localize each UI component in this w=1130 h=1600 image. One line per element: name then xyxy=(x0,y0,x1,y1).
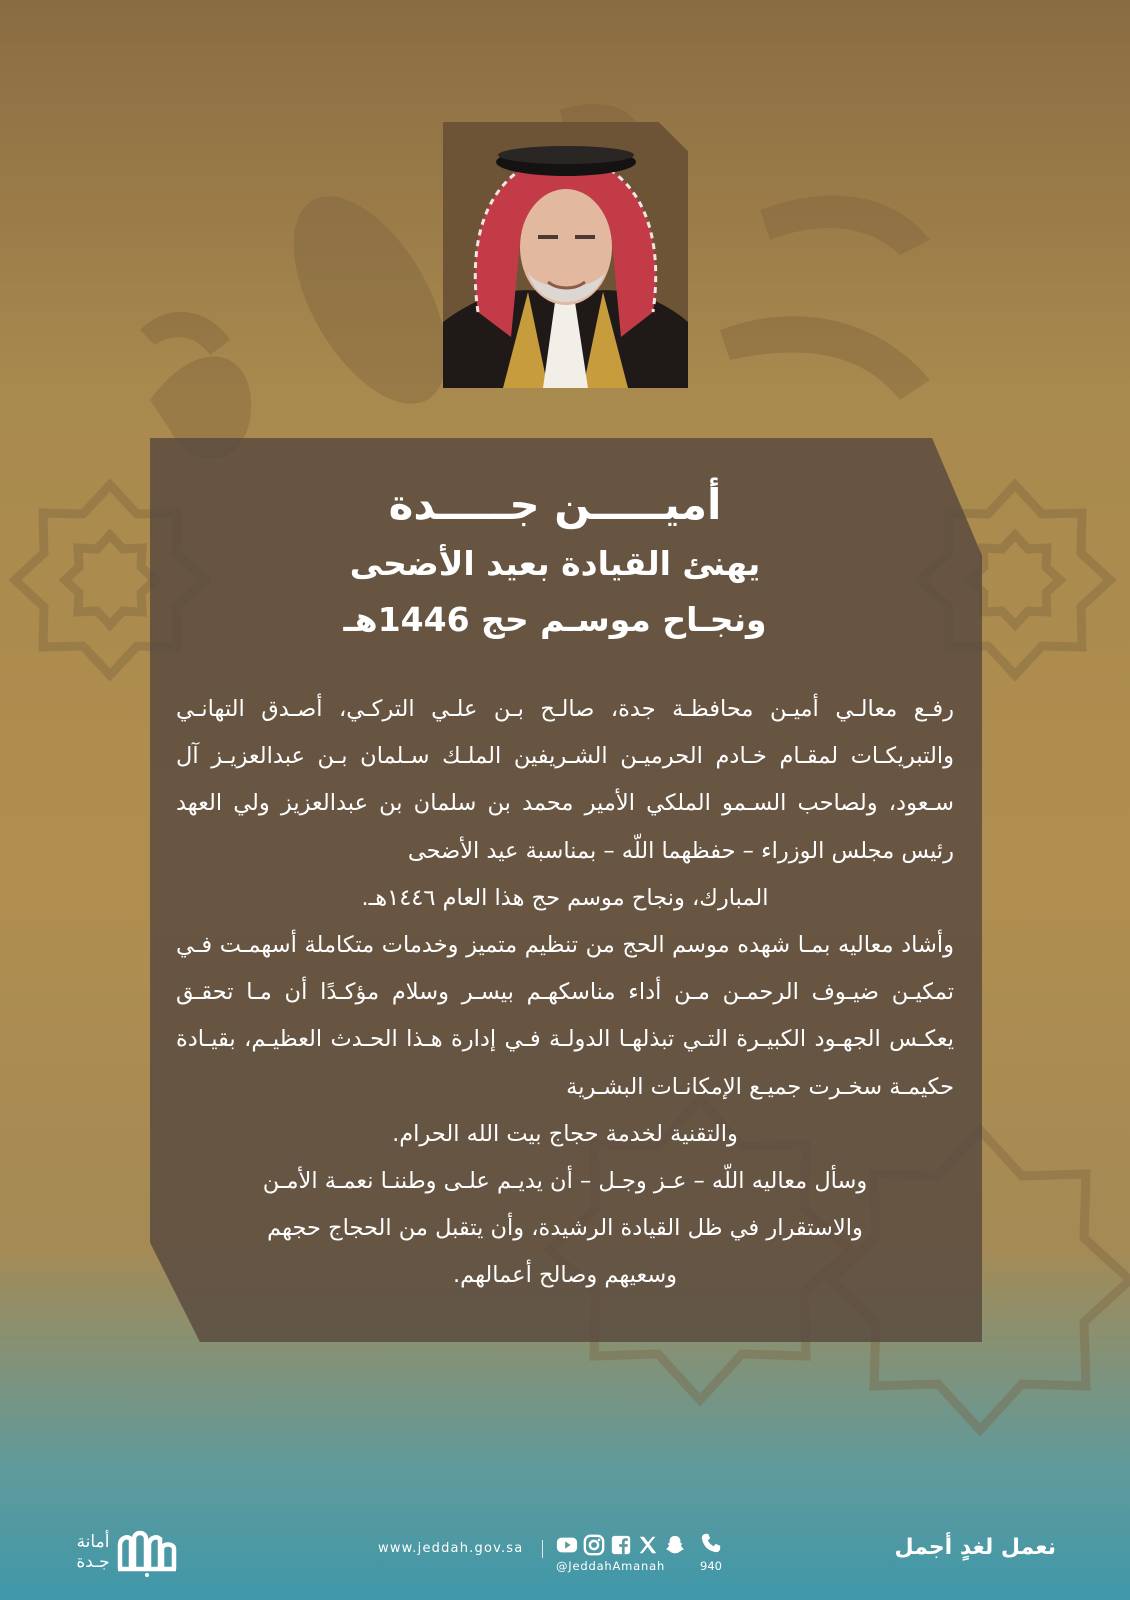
announcement-body xyxy=(176,686,954,1300)
footer-divider xyxy=(542,1540,543,1558)
logo-text xyxy=(72,1532,114,1572)
paragraph-3-line-3: وسعيهم وصالح أعمالهم. xyxy=(452,1262,678,1289)
paragraph-2: وأشاد معاليه بمـا شهده موسم الحج من تنظيم متميز وخدمات متكاملة أسهمـت فـي تمكيـن ضيـوف الرحمـن مـن أداء مناسكهـم بيسـر وسلام مؤكـدًا أن مـا تحقـق يعكـس الجهـود الكبيـرة التـي تبذلهـا الدولـة فـي إدارة هـذا الحـدث العظيـم، بقيـادة حكيمـة سخـرت جميـع الإمكانـات البشـرية xyxy=(176,932,954,1100)
instagram-icon[interactable] xyxy=(583,1534,605,1556)
social-links xyxy=(556,1532,726,1582)
x-icon[interactable] xyxy=(637,1534,659,1556)
facebook-icon[interactable] xyxy=(610,1534,632,1556)
website-link[interactable]: www.jeddah.gov.sa xyxy=(378,1541,524,1556)
paragraph-1-end: المبارك، ونجاح موسم حج هذا العام ١٤٤٦هـ. xyxy=(361,884,769,911)
portrait-photo xyxy=(443,122,688,388)
hotline-number: 940 xyxy=(700,1559,722,1573)
paragraph-1: رفـع معالـي أميـن محافظـة جدة، صالـح بـن علـي التركـي، أصـدق التهانـي والتبريكـات لمقـام خـادم الحرميـن الشـريفين الملـك سـلمان بـن عبدالعزيـز آل سـعود، ولصاحب السـمو الملكي الأمير محمد بن سلمان بن عبدالعزيز ولي العهد رئيس مجلس الوزراء – حفظهما اللّه – بمناسبة عيد الأضحى xyxy=(176,696,954,864)
youtube-icon[interactable] xyxy=(556,1534,578,1556)
footer-slogan: نعمل لغدٍ أجمل xyxy=(894,1535,1056,1560)
social-handle[interactable]: @JeddahAmanah xyxy=(556,1559,666,1573)
jeddah-logo-icon xyxy=(116,1525,178,1577)
snapchat-icon[interactable] xyxy=(664,1534,686,1556)
logo-text-line-1: أمانة xyxy=(76,1532,110,1552)
paragraph-3-line-2: والاستقرار في ظل القيادة الرشيدة، وأن يتقبل من الحجاج حجهم xyxy=(267,1215,863,1242)
headline xyxy=(330,474,780,648)
headline-subtitle: يهنئ القيادة بعيد الأضحى xyxy=(349,544,761,583)
phone-icon[interactable] xyxy=(700,1532,722,1554)
paragraph-2-end: والتقنية لخدمة حجاج بيت الله الحرام. xyxy=(392,1120,738,1147)
headline-subtitle-2: ونجـاح موسـم حج 1446هـ xyxy=(343,600,767,639)
logo-text-line-2: جـدة xyxy=(76,1552,110,1572)
paragraph-3-line-1: وسأل معاليه اللّه – عـز وجـل – أن يديـم علـى وطننـا نعمـة الأمـن xyxy=(262,1168,868,1195)
headline-title: أميـــــن جـــــدة xyxy=(388,480,722,529)
